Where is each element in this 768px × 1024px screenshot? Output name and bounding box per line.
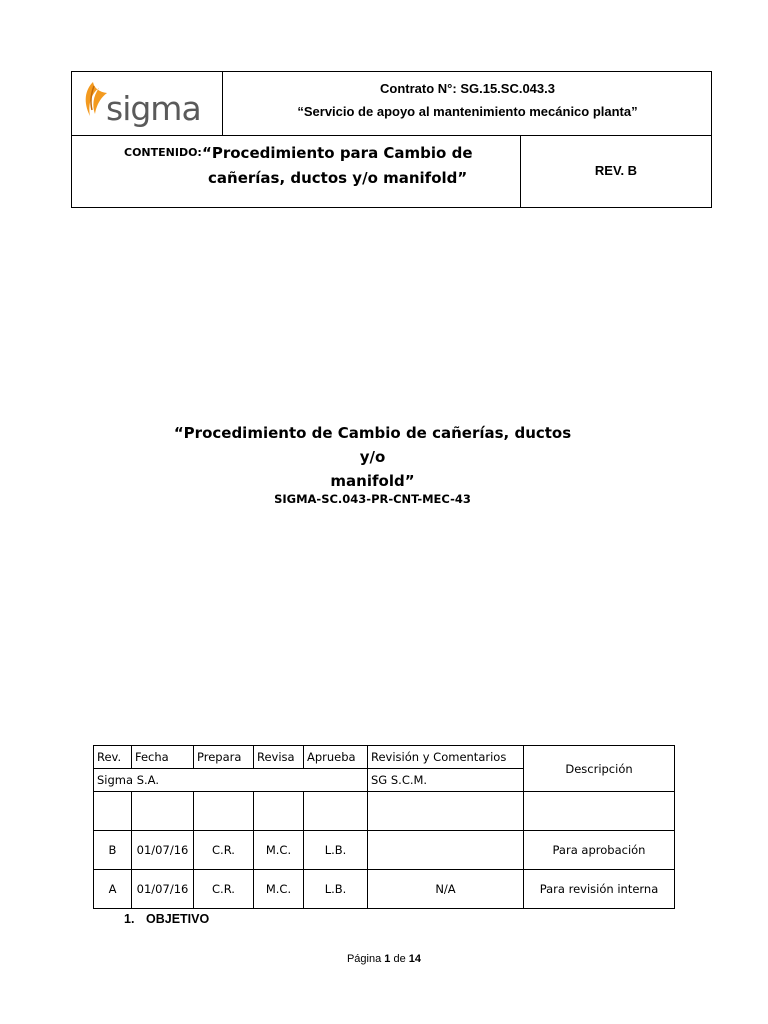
cell-rev xyxy=(94,792,132,831)
cell-aprueba xyxy=(304,792,368,831)
cell-prepara: C.R. xyxy=(194,870,254,909)
document-title xyxy=(160,421,585,493)
header-comentarios: Revisión y Comentarios xyxy=(368,746,524,769)
cell-revisa: M.C. xyxy=(254,870,304,909)
header-revisa: Revisa xyxy=(254,746,304,769)
contract-info xyxy=(223,72,712,135)
cell-revisa: M.C. xyxy=(254,831,304,870)
document-title-line1: “Procedimiento de Cambio de cañerías, ductos y/o xyxy=(173,424,572,466)
page-total: 14 xyxy=(408,953,422,965)
service-name: “Servicio de apoyo al mantenimiento mecánico planta” xyxy=(297,104,638,119)
revision-label: REV. B xyxy=(594,163,638,178)
cell-comentarios xyxy=(368,831,524,870)
page-current: 1 xyxy=(384,953,391,965)
cell-comentarios xyxy=(368,792,524,831)
revision-table xyxy=(93,745,675,909)
content-cell xyxy=(72,136,521,208)
cell-aprueba: L.B. xyxy=(304,831,368,870)
page-label: Página xyxy=(346,953,382,965)
cell-rev: B xyxy=(94,831,132,870)
subheader-company: Sigma S.A. xyxy=(94,769,368,792)
table-header-row xyxy=(94,746,675,769)
cell-fecha: 01/07/16 xyxy=(132,831,194,870)
document-code: SIGMA-SC.043-PR-CNT-MEC-43 xyxy=(274,492,471,506)
content-title-line2: cañerías, ductos y/o manifold” xyxy=(208,169,468,187)
cell-descripcion: Para aprobación xyxy=(524,831,675,870)
cell-fecha: 01/07/16 xyxy=(132,870,194,909)
page-footer xyxy=(0,953,768,965)
header-descripcion: Descripción xyxy=(524,746,675,792)
document-header xyxy=(71,71,712,208)
table-row xyxy=(94,792,675,831)
header-top-row xyxy=(72,72,711,136)
header-prepara: Prepara xyxy=(194,746,254,769)
header-rev: Rev. xyxy=(94,746,132,769)
cell-prepara xyxy=(194,792,254,831)
cell-aprueba: L.B. xyxy=(304,870,368,909)
cell-prepara: C.R. xyxy=(194,831,254,870)
cell-comentarios: N/A xyxy=(368,870,524,909)
cell-descripcion xyxy=(524,792,675,831)
sigma-logo xyxy=(81,80,209,128)
table-row xyxy=(94,831,675,870)
content-title-line1: “Procedimiento para Cambio de xyxy=(202,144,473,162)
header-bottom-row xyxy=(72,136,711,208)
content-label: CONTENIDO: xyxy=(124,146,202,159)
section-heading xyxy=(124,912,209,926)
logo-cell xyxy=(72,72,223,135)
table-row xyxy=(94,870,675,909)
subheader-client: SG S.C.M. xyxy=(368,769,524,792)
logo-text: sigma xyxy=(106,89,201,128)
page-of-label: de xyxy=(393,953,406,965)
content-title xyxy=(202,141,473,191)
cell-rev: A xyxy=(94,870,132,909)
cell-revisa xyxy=(254,792,304,831)
section-number: 1. xyxy=(124,912,135,926)
document-title-line2: manifold” xyxy=(330,472,415,490)
cell-descripcion: Para revisión interna xyxy=(524,870,675,909)
section-title: OBJETIVO xyxy=(146,912,210,926)
cell-fecha xyxy=(132,792,194,831)
header-fecha: Fecha xyxy=(132,746,194,769)
contract-number: Contrato N°: SG.15.SC.043.3 xyxy=(380,81,555,96)
header-aprueba: Aprueba xyxy=(304,746,368,769)
